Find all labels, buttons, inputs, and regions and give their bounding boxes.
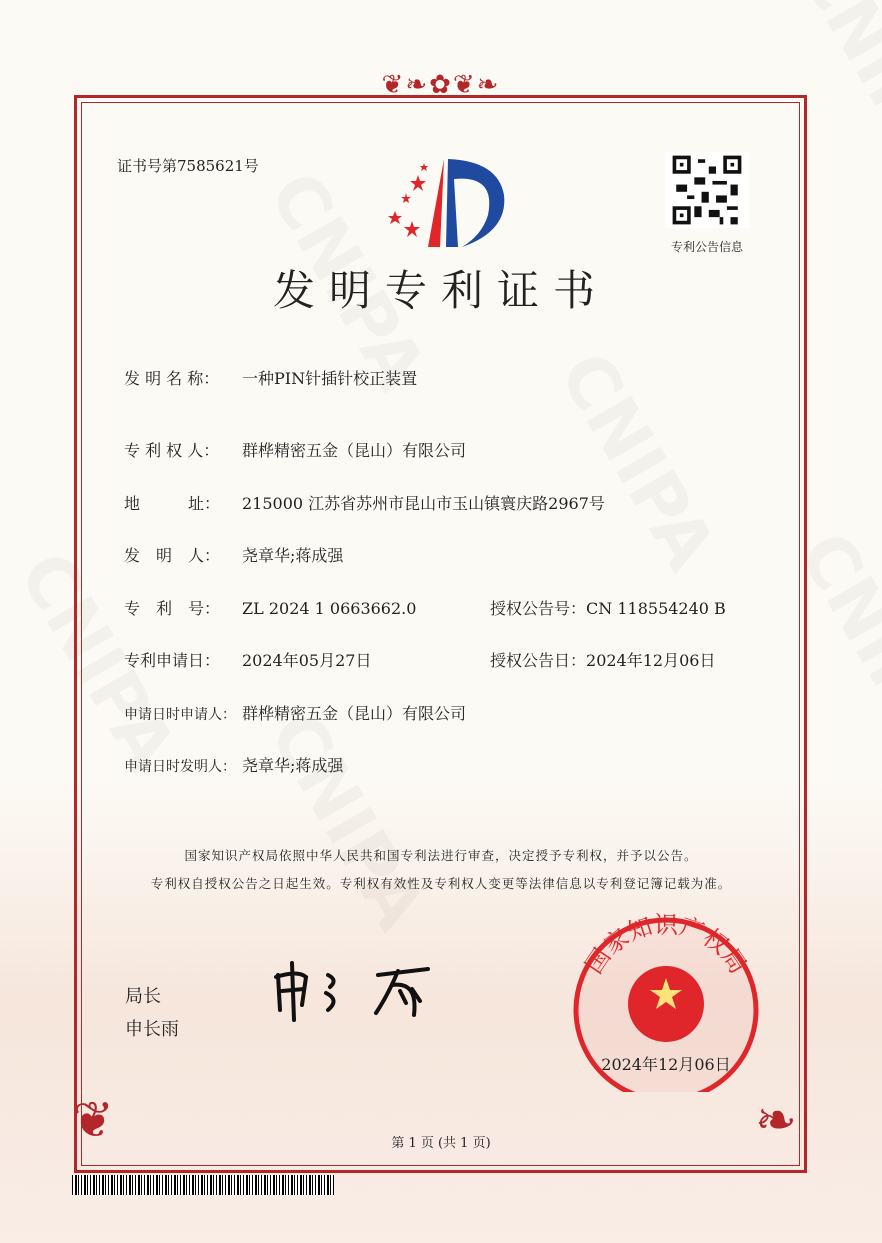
field-label: 专 利 号： (124, 599, 221, 618)
field-value: ZL 2024 1 0663662.0 (242, 599, 417, 618)
field-label: 发 明 人： (124, 546, 221, 565)
field-application-date (124, 648, 371, 671)
field-value: 群桦精密五金（昆山）有限公司 (242, 441, 467, 460)
field-value: CN 118554240 B (586, 599, 726, 618)
field-value: 2024年12月06日 (586, 651, 716, 670)
field-inventor (124, 543, 343, 566)
field-applicant-at-filing (124, 701, 466, 724)
field-value: 一种PIN针插针校正装置 (242, 369, 418, 388)
cnipa-logo (378, 155, 508, 251)
field-label: 申请日时申请人： (124, 707, 236, 723)
field-grant-pub-number (490, 596, 726, 619)
handwritten-signature (268, 955, 458, 1025)
certificate-number: 证书号第7585621号 (117, 157, 259, 175)
field-grant-pub-date (490, 648, 715, 671)
official-seal (564, 912, 768, 1092)
notice-line-1: 国家知识产权局依照中华人民共和国专利法进行审查，决定授予专利权，并予以公告。 (184, 848, 698, 863)
signatory-title: 局长 (125, 986, 161, 1007)
field-label: 专利申请日： (124, 651, 221, 670)
qr-caption: 专利公告信息 (670, 240, 743, 254)
corner-ornament-left: ❦ (72, 1091, 114, 1149)
barcode (72, 1175, 334, 1195)
field-address (124, 491, 605, 514)
seal-text: 国家知识产权局 (579, 912, 753, 979)
field-value: 尧章华;蒋成强 (242, 756, 344, 775)
notice-line-2: 专利权自授权公告之日起生效。专利权有效性及专利权人变更等法律信息以专利登记簿记载为准。 (150, 876, 732, 891)
field-value: 尧章华;蒋成强 (242, 546, 344, 565)
field-value: 2024年05月27日 (242, 651, 372, 670)
corner-ornament-right: ❧ (755, 1091, 797, 1149)
seal-date: 2024年12月06日 (601, 1055, 731, 1074)
field-patent-number (124, 596, 416, 619)
field-label: 发 明 名 称： (124, 369, 220, 388)
field-patentee (124, 438, 466, 461)
field-label: 专 利 权 人： (124, 441, 220, 460)
top-ornament: ❦❧✿❦❧ (381, 70, 501, 100)
field-label: 地 址： (124, 494, 221, 513)
signatory-name: 申长雨 (125, 1019, 179, 1040)
field-value: 群桦精密五金（昆山）有限公司 (242, 704, 467, 723)
field-label: 授权公告日： (490, 651, 587, 670)
page-info: 第 1 页 (共 1 页) (391, 1136, 491, 1151)
field-inventor-at-filing (124, 753, 343, 776)
qr-code[interactable] (665, 152, 749, 228)
page-title: 发明专利证书 (272, 266, 609, 315)
field-invention-name (124, 366, 417, 389)
field-label: 申请日时发明人： (124, 759, 236, 775)
field-value: 215000 江苏省苏州市昆山市玉山镇寰庆路2967号 (242, 494, 605, 513)
field-label: 授权公告号： (490, 599, 587, 618)
